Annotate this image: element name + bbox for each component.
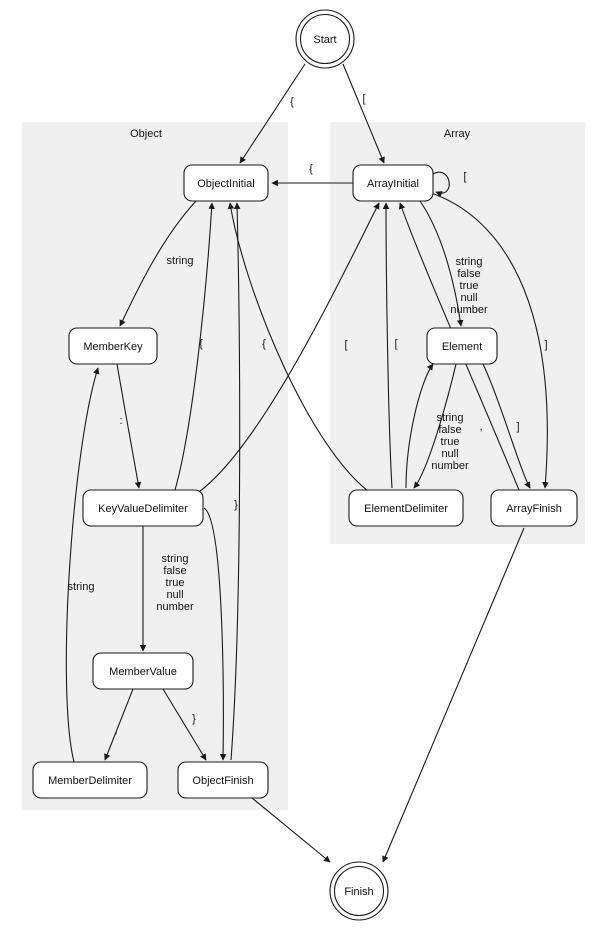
edge-label-arrayInitial-arrayFinish: ] bbox=[544, 339, 548, 351]
node-arrayFinish[interactable] bbox=[491, 490, 577, 526]
cluster-group bbox=[22, 122, 585, 810]
node-memberValue[interactable] bbox=[93, 653, 193, 689]
cluster-object bbox=[22, 122, 288, 810]
edge-label-memberKey-keyValueDelimiter: : bbox=[119, 415, 123, 427]
edge-label-element-arrayFinish: ] bbox=[516, 421, 520, 433]
edge-label-elementDelimiter-element: string false true null number bbox=[431, 412, 469, 472]
edge-label-arrayInitial-self: [ bbox=[463, 171, 467, 183]
node-label-keyValueDelimiter: KeyValueDelimiter bbox=[98, 502, 188, 515]
node-label-elementDelimiter: ElementDelimiter bbox=[364, 502, 448, 515]
edge-label-memberValue-memberDelimiter: , bbox=[114, 724, 118, 736]
edge-label-elementDelimiter-arrayInitial: [ bbox=[394, 338, 398, 350]
node-label-objectFinish: ObjectFinish bbox=[192, 774, 254, 787]
node-finish[interactable] bbox=[330, 862, 388, 920]
node-memberDelimiter[interactable] bbox=[33, 762, 147, 798]
edge-label-keyValueDelimiter-arrayInitial: [ bbox=[344, 339, 348, 351]
node-keyValueDelimiter[interactable] bbox=[83, 490, 203, 526]
cluster-label-array: Array bbox=[443, 128, 471, 140]
node-label-element: Element bbox=[441, 340, 483, 353]
edge-label-start-arrayInitial: [ bbox=[362, 93, 366, 105]
edge-arrayFinish-finish bbox=[383, 528, 524, 862]
edge-label-keyValueDelimiter-memberValue: string false true null number bbox=[156, 553, 194, 613]
cluster-label-object: Object bbox=[130, 128, 162, 140]
node-element[interactable] bbox=[427, 328, 497, 364]
node-label-start: Start bbox=[313, 33, 337, 46]
edge-label-keyValueDelimiter-objectFinish: } bbox=[234, 499, 238, 511]
node-label-finish: Finish bbox=[344, 885, 374, 898]
edge-label-element-elementDelimiter: , bbox=[479, 421, 483, 433]
edge-label-arrayInitial-objectInitial: { bbox=[309, 163, 313, 175]
node-label-arrayFinish: ArrayFinish bbox=[506, 502, 562, 515]
node-objectInitial[interactable] bbox=[184, 165, 268, 201]
node-label-memberValue: MemberValue bbox=[109, 665, 177, 678]
edge-label-arrayInitial-element: string false true null number bbox=[450, 256, 488, 316]
node-elementDelimiter[interactable] bbox=[349, 490, 463, 526]
node-start[interactable] bbox=[296, 10, 354, 68]
edge-label-objectInitial-memberKey: string bbox=[166, 255, 194, 267]
node-arrayInitial[interactable] bbox=[353, 165, 433, 201]
node-label-memberKey: MemberKey bbox=[83, 340, 143, 353]
edge-label-memberValue-objectFinish: } bbox=[192, 713, 196, 725]
edge-label-start-objectInitial: { bbox=[290, 96, 294, 108]
edge-label-keyValueDelimiter-objectInitial: { bbox=[199, 338, 203, 350]
node-label-objectInitial: ObjectInitial bbox=[197, 177, 255, 190]
node-label-arrayInitial: ArrayInitial bbox=[367, 177, 419, 190]
node-memberKey[interactable] bbox=[69, 328, 157, 364]
edge-label-elementDelimiter-objectInitial: { bbox=[262, 338, 266, 350]
node-label-memberDelimiter: MemberDelimiter bbox=[48, 774, 132, 787]
edge-objectFinish-finish bbox=[252, 798, 330, 862]
node-objectFinish[interactable] bbox=[178, 762, 268, 798]
edge-label-memberDelimiter-memberKey: string bbox=[67, 581, 95, 593]
